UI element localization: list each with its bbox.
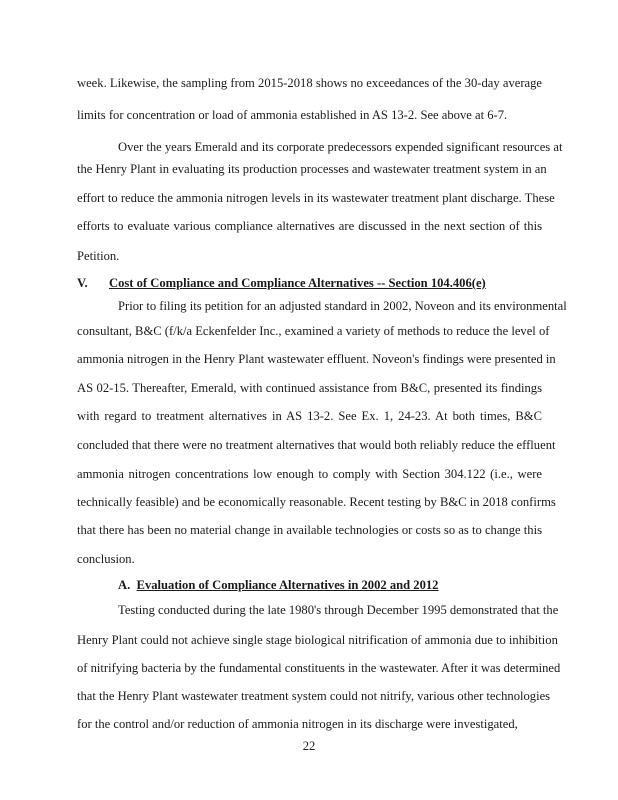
text-line: week. Likewise, the sampling from 2015-2018 shows no exceedances of the 30-day average bbox=[77, 76, 542, 90]
page-number: 22 bbox=[302, 739, 316, 753]
text-line: that the Henry Plant wastewater treatment system could not nitrify, various other technologies bbox=[77, 689, 551, 703]
text-line: ammonia nitrogen in the Henry Plant wastewater effluent. Noveon's findings were presented in bbox=[77, 352, 556, 366]
text-line: the Henry Plant in evaluating its production processes and wastewater treatment system in an bbox=[77, 162, 547, 176]
text-line: Petition. bbox=[77, 249, 120, 263]
text-line: AS 02-15. Thereafter, Emerald, with continued assistance from B&C, presented its findings bbox=[77, 381, 542, 395]
section-number: V. bbox=[77, 276, 88, 290]
text-line: consultant, B&C (f/k/a Eckenfelder Inc., examined a variety of methods to reduce the level of bbox=[77, 324, 550, 338]
text-line: effort to reduce the ammonia nitrogen levels in its wastewater treatment plant discharge. These bbox=[77, 191, 555, 205]
text-line: limits for concentration or load of ammonia established in AS 13-2. See above at 6-7. bbox=[77, 108, 508, 122]
section-heading bbox=[77, 275, 486, 291]
text-line: Henry Plant could not achieve single stage biological nitrification of ammonia due to inhibition bbox=[77, 633, 558, 647]
text-line: for the control and/or reduction of ammonia nitrogen in its discharge were investigated, bbox=[77, 717, 518, 731]
subsection-letter: A. bbox=[118, 578, 131, 592]
text-line: Testing conducted during the late 1980's through December 1995 demonstrated that the bbox=[118, 603, 559, 617]
subsection-title: Evaluation of Compliance Alternatives in 2002 and 2012 bbox=[136, 578, 439, 592]
text-line: concluded that there were no treatment alternatives that would both reliably reduce the effluent bbox=[77, 438, 556, 452]
section-title: Cost of Compliance and Compliance Alternatives -- Section 104.406(e) bbox=[109, 276, 486, 290]
text-line: that there has been no material change in available technologies or costs so as to change this bbox=[77, 523, 542, 537]
text-line: technically feasible) and be economically reasonable. Recent testing by B&C in 2018 confirms bbox=[77, 495, 556, 509]
text-line: efforts to evaluate various compliance alternatives are discussed in the next section of this bbox=[77, 219, 542, 233]
text-line: ammonia nitrogen concentrations low enough to comply with Section 304.122 (i.e., were bbox=[77, 467, 542, 481]
text-line: conclusion. bbox=[77, 552, 135, 566]
text-line: Prior to filing its petition for an adjusted standard in 2002, Noveon and its environmental bbox=[118, 299, 567, 313]
text-line: Over the years Emerald and its corporate predecessors expended significant resources at bbox=[118, 140, 563, 154]
text-line: of nitrifying bacteria by the fundamental constituents in the wastewater. After it was determined bbox=[77, 661, 561, 675]
subsection-heading bbox=[118, 577, 438, 593]
text-line: with regard to treatment alternatives in AS 13-2. See Ex. 1, 24-23. At both times, B&C bbox=[77, 409, 542, 423]
